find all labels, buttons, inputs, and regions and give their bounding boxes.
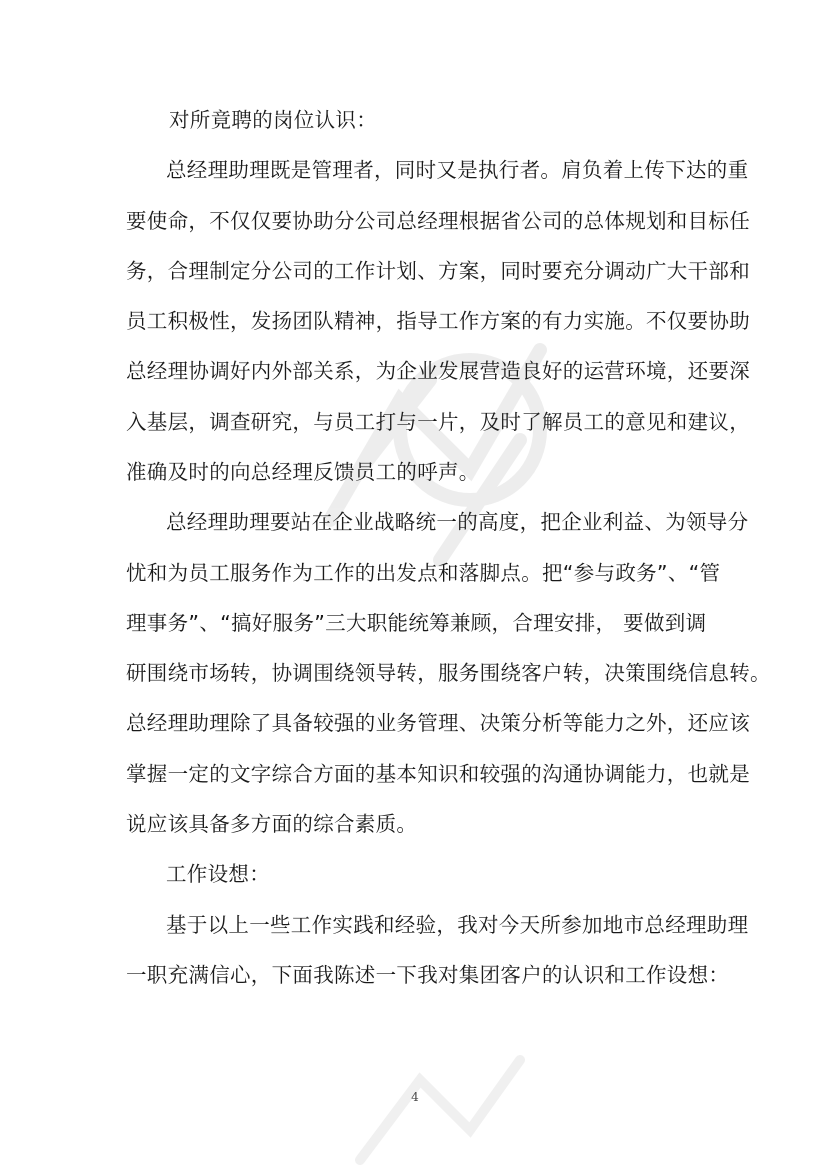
paragraph-line: 总经理助理要站在企业战略统一的高度，把企业利益、为领导分 [166,510,749,534]
section-heading-position: 对所竟聘的岗位认识： [169,108,377,132]
section-heading-plan: 工作设想： [166,862,270,886]
paragraph-line: 掌握一定的文字综合方面的基本知识和较强的沟通协调能力，也就是 [126,762,750,786]
paragraph-line: 准确及时的向总经理反馈员工的呼声。 [126,460,480,484]
paragraph-line: 总经理助理既是管理者，同时又是执行者。肩负着上传下达的重 [166,158,749,182]
paragraph-line: 务，合理制定分公司的工作计划、方案，同时要充分调动广大干部和 [126,259,750,283]
paragraph-line: 员工积极性，发扬团队精神，指导工作方案的有力实施。不仅要协助 [126,309,750,333]
paragraph-line: 入基层，调查研究，与员工打与一片，及时了解员工的意见和建议， [126,410,750,434]
paragraph-line: 基于以上一些工作实践和经验，我对今天所参加地市总经理助理 [166,913,749,937]
paragraph-line: 理事务”、“搞好服务”三大职能统筹兼顾，合理安排， 要做到调 [126,611,707,635]
paragraph-line: 说应该具备多方面的综合素质。 [126,812,418,836]
paragraph-line: 总经理协调好内外部关系，为企业发展营造良好的运营环境，还要深 [126,359,750,383]
paragraph-line: 总经理助理除了具备较强的业务管理、决策分析等能力之外，还应该 [126,711,750,735]
paragraph-line: 要使命，不仅仅要协助分公司总经理根据省公司的总体规划和目标任 [126,209,750,233]
paragraph-line: 忧和为员工服务作为工作的出发点和落脚点。把“参与政务”、“管 [126,561,721,585]
page-number: 4 [411,1090,419,1104]
paragraph-line: 研围绕市场转，协调围绕领导转，服务围绕客户转，决策围绕信息转。 [126,661,771,685]
paragraph-line: 一职充满信心，下面我陈述一下我对集团客户的认识和工作设想： [126,963,730,987]
